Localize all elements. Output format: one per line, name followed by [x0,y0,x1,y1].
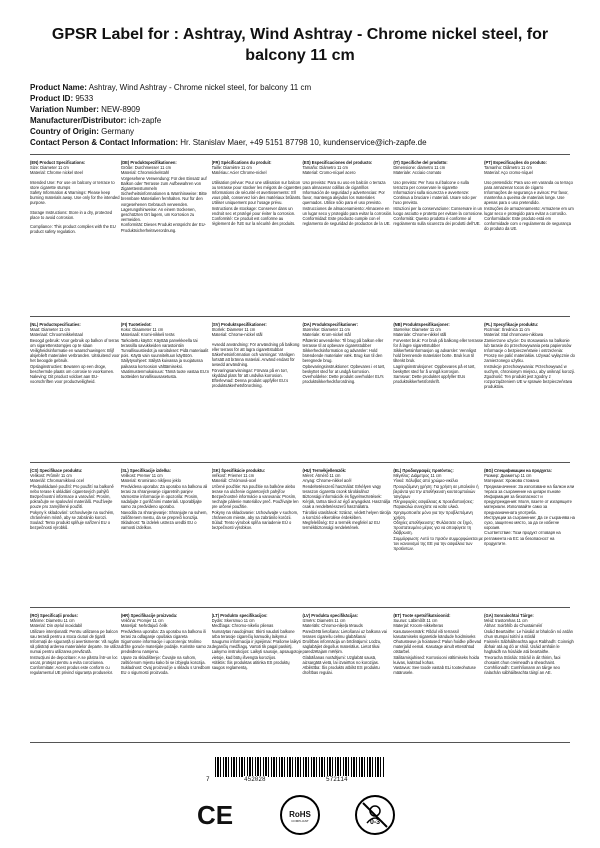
spec-line: Vorgesehene Verwendung: Für den Einsatz auf Balkon oder Terrasse zum Aufbewahren von Zigarettenstummeln [120,175,208,192]
spec-line: Glabāšanas norādījumi: Uzglabāt sausā, aizsargātā vietā, lai izvairītos no korozijas. [302,654,379,665]
spec-line: Navodila za shranjevanje: Shranjujte na suhem, zaščitenem mestu, da se prepreči korozija. [120,509,209,520]
spec-column [393,468,484,551]
spec-line: Sikkerhetsinformasjon og advarsler: Vennligst hold brennende materialer borte. Bruk kun til tiltenkt bruk. [393,348,478,364]
spec-line: Turvallisuustiedot ja varoitukset: Pidä materiaalit pois. Käytä vain suunniteltuun käyttöön. [120,348,210,359]
spec-line: Suurus: Läbimõõt 11 cm [393,618,438,624]
spec-line: Veiligheidsinformatie en waarschuwingen: Blijf alsjeblieft materialen verbranden. Uitsluitend voor het beoogde gebruik. [30,348,121,364]
spec-heading: (DE) Produktspezifikationen: [120,160,177,165]
spec-line: Materjal: Kroom-nikkelteras [393,623,444,629]
spec-column [212,322,303,390]
spec-heading: (PT) Especificações do produto: [484,160,547,165]
spec-line: Soulad: Tento produkt splňuje nařízení EU o bezpečnosti výrobků. [30,520,112,531]
info-value: NEW-8909 [101,105,141,114]
spec-line: Samsvar: Dette produktet oppfyller EUs produktsikkerhetsforskrift. [393,374,467,385]
spec-line: Informations de sécurité et avertissements: S'il vous plaît, conservez loin des matériaux brûlants. Utiliser uniquement pour l'usage prévu. [211,190,303,206]
spec-line: Conformitate: Acest produs este conform cu regulamentul UE privind siguranța produselor. [30,665,114,676]
spec-line: Pokyny na skladovanie: Uchovávajte v suchom, chránenom mieste, aby sa zabránilo korózii. [211,509,300,520]
spec-line: Instrucciones de almacenamiento: Almacene en un lugar seco y protegido para evitar la corrosión. [302,205,393,216]
spec-line: Υλικό: Χάλυβας από χρώμιο-νικέλιο [393,478,458,484]
spec-line: Material: Din oțelul inoxidabil [30,623,83,629]
spec-column [484,322,575,390]
spec-column [121,613,212,675]
spec-line: Istruzioni per la conservazione: Conservare in un luogo asciutto e protetto per evitare la corrosione. [393,205,484,216]
spec-column [302,613,393,675]
spec-line: Tarkoitettu käyttö: Käyttää parvekkeella tai terassilla savukkeiden varastointiin [120,337,199,348]
spec-heading: (HR) Specifikacije proizvoda: [120,613,178,618]
spec-line: Medžiaga: Chromo-nikelio plienas [211,623,274,629]
spec-line: Opslaginstructies: Bewaren op een droge, beschermde plaats om corrosie te voorkomen. [30,363,115,374]
spec-row-2 [30,322,575,390]
spec-line: Instrucțiuni de depozitare: A se păstra într-un loc uscat, protejat pentru a evita coroziunea. [30,654,119,665]
spec-line: Utilisation prévue: Pour une utilisation sur balcon ou terrasse pour stocker les mégots de cigarettes [211,179,302,190]
rohs-label: RoHS [289,810,311,819]
spec-heading: (LV) Produkta specifikācijas: [302,613,359,618]
barcode-digit-first: 7 [206,776,210,783]
info-row [30,126,580,137]
spec-line: Conformidad: Este producto cumple con el reglamento de seguridad de productos de la UE. [302,216,391,227]
spec-heading: (NB) Produktspesifikasjoner: [393,322,450,327]
spec-column [302,322,393,390]
spec-line: Material: Cromo-níquel acero [302,170,356,176]
spec-heading: (CS) Specifikace produktu: [30,468,83,473]
spec-line: Größe: Durchmesser 11 cm [120,165,172,171]
spec-column [393,322,484,390]
spec-line: Saugumo informacija ir įspėjimai: Prašome laikyti degančių medžiagų. Vartoti tik pagal paskirtį. [211,639,302,650]
spec-line: Intended Use: For use on balcony or terrace to store cigarette stumps [30,179,116,190]
spec-heading: (DA) Produktspecifikationer: [302,322,358,327]
spec-heading: (EL) Προδιαγραφές προϊόντος: [393,468,454,473]
divider [30,607,570,608]
spec-line: Ábhar: Soirbhíb do Chustaiméirí [484,623,543,629]
spec-line: Naleving: Dit product voldoet aan EU-voorschriften voor productveiligheid. [30,374,99,385]
spec-line: Информация за безопасност и предупреждения: Моля, пазете от изгарящите материали. Използвайте само за предназначената употреба. [484,494,573,515]
spec-column [30,322,121,390]
spec-column [302,160,393,234]
spec-line: Storage Instructions: Store in a dry, protected place to avoid corrosion. [30,209,114,220]
spec-line: Materiaali: Kromi-nikkeli teräs [120,332,175,338]
spec-line: Velikost: Premer 11 cm [120,473,163,479]
spec-line: Beoogd gebruik: Voor gebruik op balkon of terras om sigarettenstompjes op te slaan [30,337,121,348]
spec-line: Biztonsági információk és figyelmeztetések: Kérjük, tartsa távol az égő anyagokat. Használja csak a rendeltetésszerű használatra. [302,494,392,510]
barcode-bars [215,757,385,777]
spec-line: Sigurnosne informacije i upozorenja: Molimo držite goruće materijale podalje. Koristite samo za predviđenu namjenu. [120,639,212,655]
info-value: Germany [101,127,135,136]
spec-line: Materiál: Chromamiklová ocel [30,478,84,484]
spec-line: Faisnéis Sábháilteachta agus Rabhadh: Coinnigh ábhair atá ag dó ar shiúl. Úsáid amháin le haghaidh na húsáide atá beartaithe. [484,639,575,655]
spec-line: Материал: Хромова стомана [484,478,540,484]
spec-line: Ohutusteave ja hoiatused: Palun hoidke põlevad materjalid eemal. Kasutage ainult ettenähtud otstarbel. [393,639,483,655]
info-label: Contact Person & Contact Information: [30,138,179,147]
spec-line: Efterlevnad: Denna produkt uppfyller EU:s produktsäkerhetsförordning. [211,378,290,389]
divider [30,742,570,743]
spec-column [121,322,212,390]
spec-line: Overholdelse: Dette produkt overholder EU's produktsikkerhedsforordning. [302,374,385,385]
spec-line: Uso previsto: Para su uso en balcón o terraza para almacenar colillas de cigarrillos [302,179,387,190]
spec-column [30,613,121,675]
spec-line: Πληροφορίες ασφάλειας & προειδοποιήσεις: Παρακαλώ συνεχίστε να καίτε υλικά. Χρησιμοποιείτε μόνο για την προβλεπόμενη χρήση. [393,499,475,520]
spec-line: Lagringsinstruksjoner: Oppbevares på et tørt, beskyttet sted for å unngå korrosjon. [393,363,477,374]
spec-line: Størrelse: Diameter 11 cm [393,327,441,333]
spec-line: Material: Chromnickelstahl [120,170,170,176]
spec-line: Veľkosť: Priemer 11 cm [211,473,255,479]
spec-column [121,468,212,551]
spec-column [212,468,303,551]
spec-line: Matériau: Acier Chrome-nickel [211,170,267,176]
spec-heading: (ET) Toote spetsifikatsioonid: [393,613,451,618]
spec-line: Velikost: Průměr 11 cm [30,473,72,479]
spec-line: Zamierzone użycie: Do stosowania na balkonie lub tarasie do przechowywania peta papierosów [484,337,572,348]
spec-heading: (SL) Specifikacije izdelka: [120,468,171,473]
spec-line: Pokyny k skladování: Uchovávejte na suchém, chráněném místě, aby se zabránilo korozi. [30,509,116,520]
spec-line: Размер: Диаметър 11 cm [484,473,532,479]
spec-line: Informazioni sulla sicurezza e avvertenze: Continua a bruciare i materiali. Usare solo per l'uso previsto. [393,190,478,206]
spec-line: Atbilstība: Šis produkts atbilst ES produktu drošības regulai. [302,665,381,676]
spec-line: Tamaño: Diámetro 11 cm [302,165,348,171]
spec-line: Anyag: Chrome-nikkel acél [302,478,352,484]
spec-line: Förvaringsanvisningar: Förvara på en torr, skyddad plats för att undvika korrosion. [211,367,290,378]
spec-line: Tárolási utasítások: Száraz, védett helyen tárolja a korrózió elkerülése érdekében. [302,509,392,520]
spec-column [30,468,121,551]
spec-line: Megfelelőség: Ez a termék megfelel az EU termékbiztonsági rendeletének. [302,520,381,531]
divider [30,462,570,463]
spec-line: Säilytysohjeet: Säilytä kuivassa ja suojatussa paikassa korroosion välttämiseksi. [120,358,204,369]
spec-line: Materiāls: Chromo-niķeļa tērauds [302,623,363,629]
spec-line: Compliance: This product complies with the EU product safety regulation. [30,224,117,235]
spec-row-3 [30,468,575,551]
info-value: ich-zapfe [128,116,162,125]
spec-line: Predviđena uporaba: Za uporabu na balkonu ili terasi za odlaganje opušaka cigareta [120,628,208,639]
divider [30,316,570,317]
ean-barcode [205,757,395,783]
spec-line: Conformidade: Este produto está em conformidade com o regulamento de segurança do produto da UE. [484,216,573,232]
spec-line: Προοριζόμενη χρήση: Για χρήση σε μπαλκόνι ή βεράντα για την αποθήκευση κουτσομπολιών τσιγάρων [393,483,480,500]
spec-line: Informacje o bezpieczeństwie i ostrzeżenia: Proszę nie palić materiałów. Używać wyłącznie do zamierzonego użytku. [484,348,575,364]
spec-heading: (RO) Specificații produs: [30,613,78,618]
spec-heading: (SK) Špecifikácie produktu: [211,468,266,473]
info-value: 9533 [75,94,94,103]
info-row [30,137,580,148]
spec-heading: (IT) Specifiche del prodotto: [393,160,448,165]
spec-line: Storlek: Diameter 11 cm [211,327,256,333]
spec-line: Materiál: Chrómová-ocel [211,478,257,484]
spec-column [212,160,303,234]
compliance-marks [195,795,405,835]
spec-line: Información de seguridad y advertencias: Por favor, mantenga alejados los materiales quemados. Utilice sólo para el uso previsto. [302,190,386,206]
spec-line: Izmērs: Diametrs 11 cm [302,618,346,624]
spec-line: Bezpečnostní informace a varování: Prosím, pokračujte ve spalování materiálů. Používejte pouze pro zamýšlené použití. [30,494,114,510]
spec-line: Material: Kromirano nikljevo jeklo [120,478,181,484]
spec-line: Conformità: Questo prodotto è conforme al regolamento sulla sicurezza dei prodotti dell'UE. [393,216,481,227]
spec-line: Zgodność: Ten produkt jest zgodny z rozporządzeniem UE w sprawie bezpieczeństwa produktów. [484,374,574,390]
spec-line: Treoracha Stórála: Stóráil in áit thirim, faoi chosaint chun creimeadh a sheachaint. [484,654,562,665]
age-label: 0-3 [369,819,381,826]
product-info [30,82,580,148]
spec-line: Taille: Diamètre 11 cm [211,165,252,171]
spec-line: Předpokládané použití: Pro použití na balkoně nebo terase k ukládání cigaretových pahýlů [30,483,115,494]
spec-heading: (FR) Spécifications du produit: [211,160,272,165]
info-label: Variation Number: [30,105,99,114]
spec-line: Materijal: Nehrđajući čelik [120,623,168,629]
spec-line: Uso pretendido: Para uso em varanda ou terraço para armazenar tocos de cigarro [484,179,575,190]
spec-line: Numatytas naudojimas: Skirti naudoti balkone arba terasoje cigarečių kamuolių laikymui [211,628,296,639]
spec-line: Sicherheitsinformationen & Warnhinweise: Bitte brennbare Materialien fernhalten. Nur für den vorgesehenen Gebrauch verwenden. [120,191,209,207]
spec-column [302,468,393,551]
spec-line: Uso previsto: Per l'uso sul balcone o sulla terrazza per conservare le sigarette [393,179,471,190]
spec-line: Méret: Átmérő 11 cm [302,473,341,479]
spec-column [393,613,484,675]
spec-line: Съответствие: Този продукт отговаря на регламента на ЕС за безопасност на продуктите. [484,530,562,546]
info-value: Ashtray, Wind Ashtray - Chrome nickel steel, for balcony 11 cm [88,83,312,92]
spec-line: Materiaal: Chroomnikkelstaal [30,332,83,338]
spec-line: Materiale: Chrome-nikkel stål [393,332,447,338]
spec-line: Súlad: Tento výrobok spĺňa nariadenie EÚ o bezpečnosti výrobkov. [211,520,293,531]
spec-line: Size: Diameter 11 cm [30,165,69,171]
rohs-icon [280,795,320,835]
spec-line: Rendeltetésszerű használat: Erkélyen vagy teraszon cigaretta csonk tárolásához [302,483,383,494]
divider [30,154,570,155]
spec-line: Instructions de stockage: Conserver dans un endroit sec et protégé pour éviter la corrosion. [211,205,296,216]
spec-heading: (FI) Tuotetiedot: [120,322,152,327]
spec-heading: (PL) Specyfikacje produktu: [484,322,539,327]
info-row [30,104,580,115]
spec-column [121,160,212,234]
spec-line: Инструкции за съхранение: Да се съхранява на сухо, защитено място, за да се избегне корозия. [484,514,575,531]
spec-line: Koko: Diaameter 11 cm [120,327,164,333]
spec-line: Materiale: Krom-nickel stål [302,332,351,338]
spec-line: Tamanho: Diâmetro 11 cm [484,165,532,171]
spec-line: Påtænkt anvendelse: Til brug på balkon eller terrasse til at opbevare cigaretstubber [302,337,385,348]
spec-column [484,160,575,234]
spec-heading: (NL) Productspecificaties: [30,322,81,327]
spec-heading: (EN) Product Specifications: [30,160,86,165]
spec-line: Informații de siguranță și avertismente: Vă rugăm să păstrați arderea materialelor departe. Se utiliza numai pentru utilizarea prevăzută. [30,639,121,655]
spec-line: Drošības informācija un brīdinājumi: Lūdzu, saglabājiet degošus materiālus. Lietot tikai paredzētajam mērķim. [302,639,383,655]
spec-line: Konformität: Dieses Produkt entspricht der EU-Produktsicherheitsverordnung. [120,222,206,233]
spec-column [393,160,484,234]
spec-line: Úsáid Beartaithe: Le húsáid ar bhalcóin nó ardán chun stumpaí toitíní a stóráil [484,628,575,639]
info-value: Hr. Stanislav Maer, +49 5151 87798 10, kundenservice@ich-zapfe.de [180,138,427,147]
spec-heading: (HU) Termékjellemzők: [302,468,347,473]
spec-column [30,160,121,234]
spec-line: Určené použitie: Na použitie na balkóne alebo terase na uloženie cigaretových pahýľov [211,483,297,494]
spec-line: Οδηγίες αποθήκευσης: Φυλάσσετε σε ξηρό, προστατευμένο μέρος για να αποφύγετε τη διάβρωση. [393,520,474,536]
page-title: GPSR Label for : Ashtray, Wind Ashtray - Chrome nickel steel, for balcony 11 cm [51,26,549,64]
spec-line: Predvidena uporaba: Za uporabo na balkonu ali terasi za shranjevanje cigaretnih panjev [120,483,209,494]
info-label: Manufacturer/Distributor: [30,116,127,125]
spec-line: Atitiktis: Šis produktas atitinka ES produktų saugos reglamentą. [211,659,291,671]
spec-line: Laikymo instrukcijos: Laikyti sausoje, apsaugotoje vietoje, kad būtų išvengta korozijos. [211,649,302,660]
spec-line: Materiale: Acciaio cromato [393,170,442,176]
spec-line: Rozmiar: Średnica 11 cm [484,327,530,333]
spec-line: Mărime: Diametru 11 cm [30,618,75,624]
spec-heading: (BG) Спецификации на продукта: [484,468,552,473]
barcode-digits-left: 452028 [244,776,266,783]
spec-heading: (SV) Produktspecifikationer: [211,322,267,327]
ce-mark-icon: CE [196,800,234,830]
info-label: Product Name: [30,83,87,92]
spec-line: Comhlíonadh: Comhlíonann an táirge seo rialachán sábháilteachta táirgí an AE. [484,665,562,676]
info-row [30,82,580,93]
spec-heading: (GA) Sonraíochtaí Táirge: [484,613,534,618]
spec-line: Maat: Diameter 11 cm [30,327,70,333]
spec-line: Bezpečnostné informácie a varovania: Prosím, nechajte páleniе materiálov preč. Používajte len pre určené použitie. [211,494,300,510]
spec-line: Συμμόρφωση: Αυτό το προϊόν συμμορφώνεται με τον κανονισμό της ΕΕ για την ασφάλεια των προϊόντων. [393,535,484,552]
info-row [30,93,580,104]
spec-line: Instruções de armazenamento: Armazene em um lugar seco e protegido para evitar a corrosão. [484,205,575,216]
spec-line: Kasutuseesmärk: Rõdul või terrassil kasutamiseks sigaretide kändude hoidmiseks [393,628,476,639]
spec-line: Safety Information & Warnings: Please keep burning materials away. Use only for the intended purpose. [30,190,121,206]
spec-line: Méid: trastomhas 11 cm [484,618,528,624]
spec-column [212,613,303,675]
spec-line: Sikkerhedsinformation og advarsler: Hold brændende materialer væk. Brug kun til den beregnede brug. [302,348,384,364]
spec-line: Sukladnost: Ovaj proizvod je u skladu s Uredbom EU o sigurnosti proizvoda. [120,665,212,676]
info-row [30,115,580,126]
spec-line: Størrelse: Diameter 11 cm [302,327,350,333]
age-warning-icon [355,795,395,835]
spec-row-4 [30,613,575,675]
spec-line: Säkerhetsinformation och varningar: Vänligen fortsätt att bränna material. Använd endast för avsedd användning. [211,352,296,368]
spec-line: Opbevaringsinstruktioner: Opbevares i et tørt, beskyttet sted for at undgå korrosion. [302,363,387,374]
spec-line: Lagerungshinweise: An einem trockenen, geschützten Ort lagern, um Korrosion zu vermeiden. [120,206,197,223]
spec-line: Säilitamisjuhised: Korrosiooni vältimiseks hoida kuivas, kaitstud kohas. [393,654,481,665]
info-label: Product ID: [30,94,74,103]
spec-column [484,613,575,675]
spec-line: Conformité: Ce produit est conforme au règlement de l'UE sur la sécurité des produits. [211,216,296,227]
rohs-sublabel: COMPLIANT [291,819,309,823]
spec-line: Material: Chrome-nickel stål [211,332,263,338]
spec-line: Material: Chrome nickel steel [30,170,83,176]
spec-column [484,468,575,551]
spec-line: Skladnost: Ta izdelek ustreza uredbi EU o varnosti izdelkov. [120,520,198,531]
spec-line: Materiał: Stal chromowo-niklowa [484,332,544,338]
spec-line: Paredzētā lietošana: Lietošanai uz balkona vai terases cigarešu celmu glabāšanai [302,628,389,639]
spec-row-1 [30,160,575,234]
spec-heading: (LT) Produkto specifikacijos: [211,613,268,618]
info-label: Country of Origin: [30,127,99,136]
spec-heading: (ES) Especificaciones del producto: [302,160,373,165]
spec-line: Informações de segurança e avisos: Por favor, mantenha a queima de materiais longe. Use apenas para o uso pretendido. [484,190,570,206]
spec-line: Material: Aço cromo-níquel [484,170,533,176]
spec-line: Varnostne informacije in opozorila: Prosim, nadaljujte z goriščnimi materiali. Uporabljajte samo za predvideno uporabo. [120,494,203,510]
spec-line: Μέγεθος: Διάμετρος 11 cm [393,473,442,479]
spec-line: Upute za skladištenje: Čuvajte na suhom, zaštićenom mjestu kako bi se izbjegla korozija. [120,654,206,665]
spec-line: Veličina: Promjer 11 cm [120,618,164,624]
spec-line: Dimensione: diametro 11 cm [393,165,446,171]
spec-line: Utilizare intenționată: Pentru utilizarea pe balcon sau terasă pentru a stoca ciuturi de țigară [30,628,119,639]
spec-line: Vastavus: See toode vastab ELi tooteohutuse määrusele. [393,665,477,676]
spec-line: Dydis: Skersmuo 11 cm [211,618,255,624]
barcode-digits-right: 572114 [326,776,348,783]
spec-line: Forventet bruk: For bruk på balkong eller terrasse for å lagre sigarettstubber [393,337,484,348]
spec-line: Avsedd användning: För användning på balkong eller terrass för att lagra cigarettstubbar [211,341,301,352]
spec-line: Vaatimustenmukaisuus: Tämä tuote vastaa EU:n tuotteiden turvallisuusasetusta. [120,368,211,380]
spec-line: Instrukcje przechowywania: Przechowywać w suchym, chronionym miejscu, aby uniknąć korozji. [484,363,575,374]
spec-line: Предназначение: За използване на балкон или тераса за съхранение на цигари пънове [484,483,575,494]
